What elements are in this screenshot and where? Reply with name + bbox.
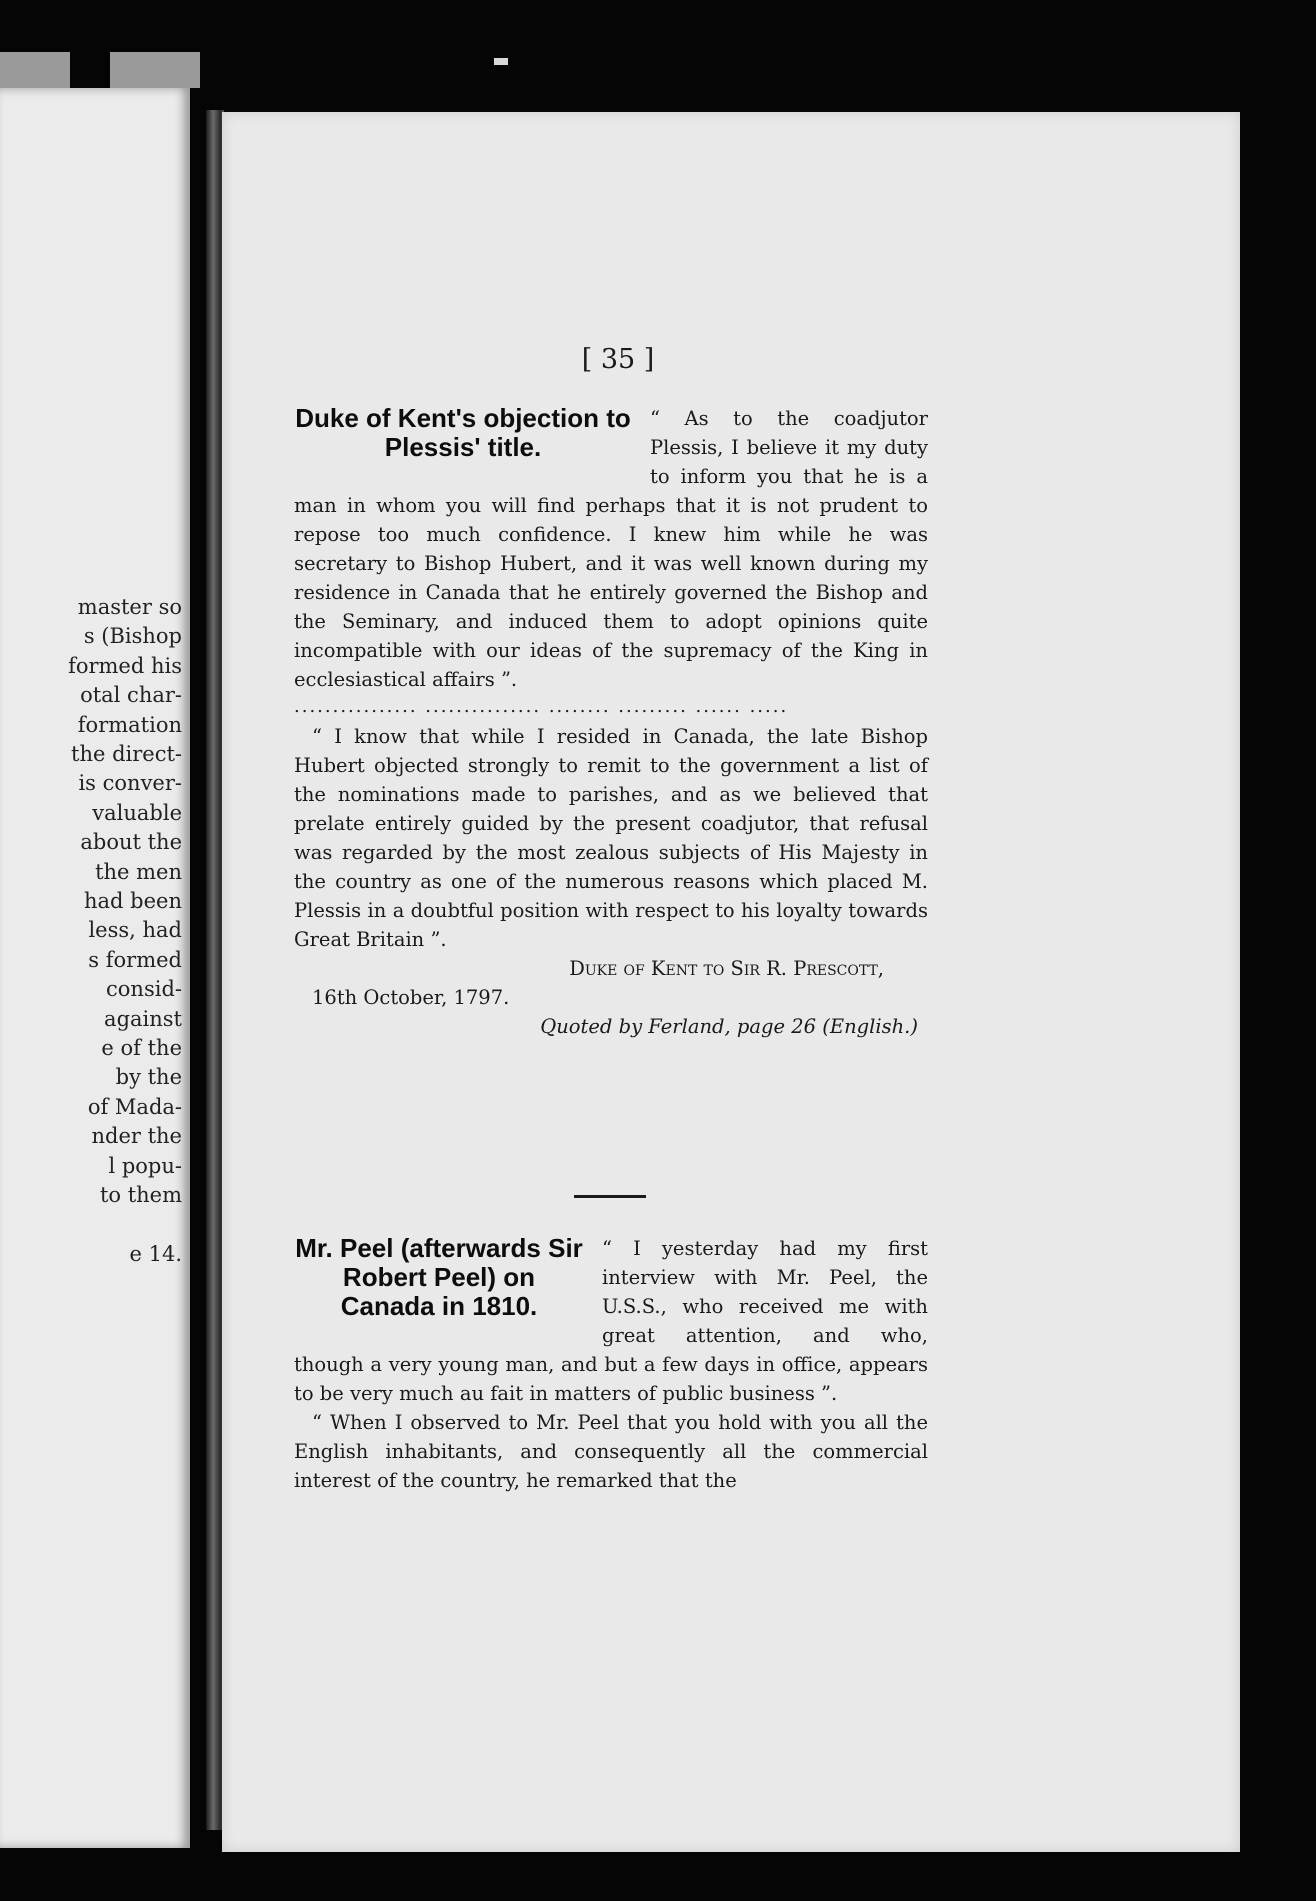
left-page-line: of Mada- [87,1094,182,1119]
left-page-line: consid- [106,977,182,1002]
book-page [222,112,1240,1852]
left-page-line: l popu- [108,1153,182,1178]
left-page-line: e of the [101,1036,182,1060]
left-page-line: e 14. [129,1241,182,1266]
left-page-line: the direct- [71,742,182,766]
page-number: [ 35 ] [581,344,655,375]
section-paragraph: “ I know that while I resided in Canada, the late Bishop Hubert objected strongly to remit to the government a list of the nominations made to parishes, and as we believed that prelate entirely guided by the present coadjutor, that refusal was regarded by the most zealous subjects of His Majesty in the country as one of the numerous reasons which placed M. Plessis in a doubtful position with respect to his loyalty towards Great Britain ”. [294,725,928,951]
ellipsis-line: ................ ............... ........ ......... ...... ..... [294,696,789,717]
left-page-line: formed his [68,653,182,678]
scan-edge-strip-left [0,52,70,88]
section-heading: Mr. Peel (afterwards Sir Robert Peel) on Canada in 1810. [295,1233,583,1321]
section-paragraph: “ When I observed to Mr. Peel that you hold with you all the English inhabitants, and consequently all the commercial interest of the country, he remarked that the [294,1411,928,1492]
left-page-line: by the [115,1065,182,1090]
section-divider [574,1195,646,1198]
letter-signature: Duke of Kent to Sir R. Prescott, [569,957,884,980]
scan-edge-strip-center [110,52,200,88]
scan-mark [494,58,508,65]
left-page-line: to them [99,1183,182,1207]
section-paragraph: “ I yesterday had my first interview with Mr. Peel, the U.S.S., who received me with great attention, and who, though a very young man, and but a few days in office, appears to be very much au fait in matters of public business ”. [294,1237,928,1405]
left-page-line: formation [77,712,182,737]
left-page-line: about the [80,830,182,855]
left-page-line: valuable [92,800,182,825]
section-heading: Duke of Kent's objection to Plessis' title. [295,403,631,462]
left-page-line: the men [95,859,182,884]
left-page-line: s formed [88,947,182,972]
left-page-line: master so [77,595,182,619]
citation: Quoted by Ferland, page 26 (English.) [540,1015,918,1038]
left-page-line: less, had [88,918,182,943]
letter-date: 16th October, 1797. [312,986,510,1009]
section-duke-of-kent [294,404,928,1041]
section-mr-peel [294,1234,928,1495]
left-page-line: s (Bishop [83,624,182,649]
left-page-line: nder the [91,1124,182,1149]
left-page-line: is conver- [78,771,182,796]
left-page-line: otal char- [80,683,182,708]
left-page-line: had been [84,889,182,913]
left-page-fragment [0,88,190,1848]
left-page-line: against [104,1006,182,1031]
section-paragraph: “ As to the coadjutor Plessis, I believe it my duty to inform you that he is a man in whom you will find perhaps that it is not prudent to repose too much confidence. I knew him while he was secretary to Bishop Hubert, and it was well known during my residence in Canada that he entirely governed the Bishop and the Seminary, and induced them to adopt opinions quite incompatible with our ideas of the supremacy of the King in ecclesiastical affairs ”. [294,407,928,691]
